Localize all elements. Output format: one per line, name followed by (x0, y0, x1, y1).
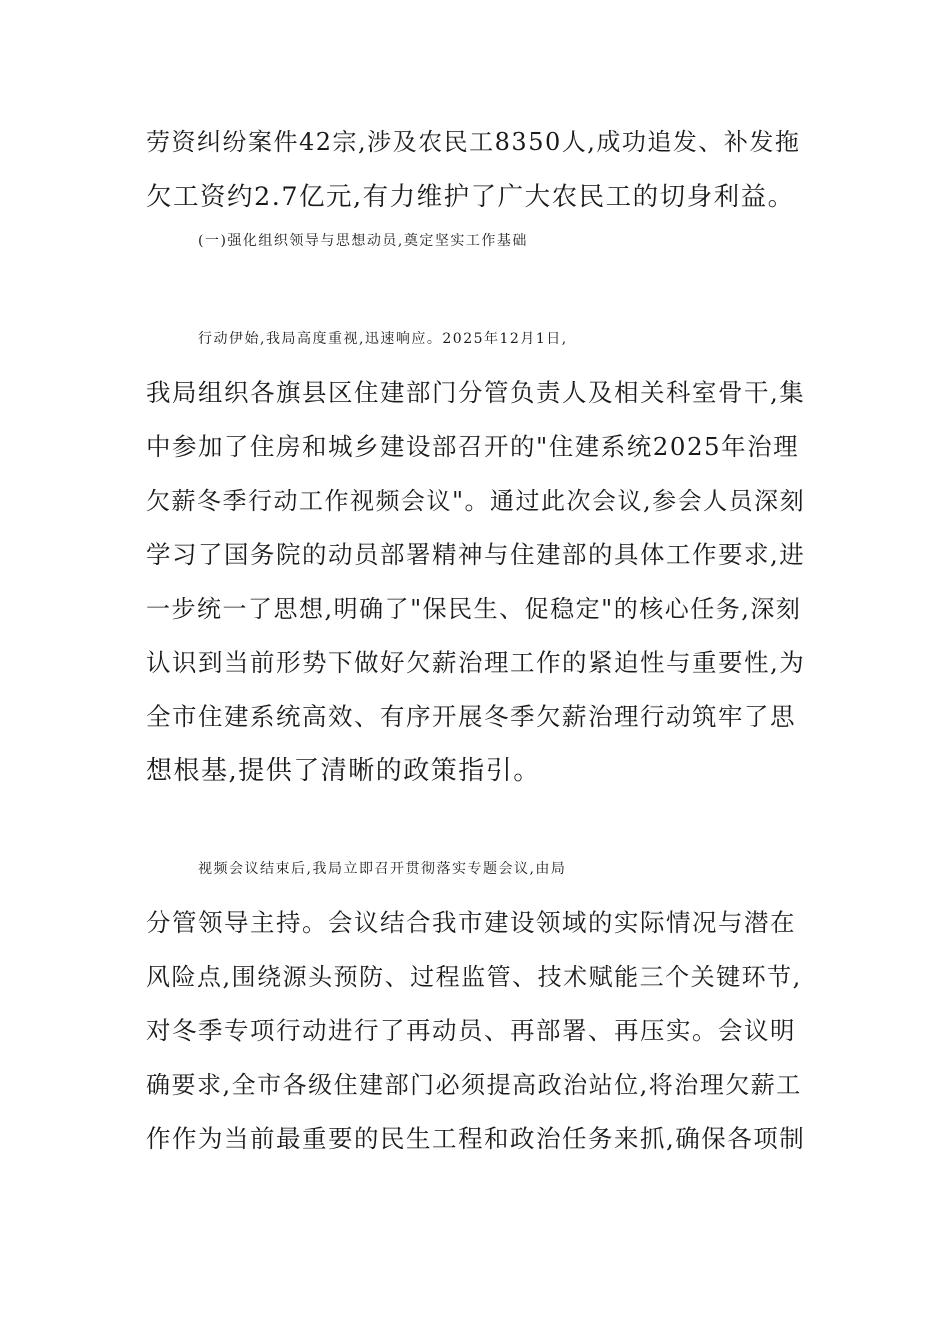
paragraph-line: 劳资纠纷案件42宗,涉及农民工8350人,成功追发、补发拖 (146, 128, 801, 156)
paragraph-line: 想根基,提供了清晰的政策指引。 (146, 756, 541, 786)
paragraph-line: 欠薪冬季行动工作视频会议"。通过此次会议,参会人员深刻 (146, 487, 806, 515)
paragraph-line: 学习了国务院的动员部署精神与住建部的具体工作要求,进 (146, 540, 806, 569)
paragraph-line: 行动伊始,我局高度重视,迅速响应。2025年12月1日, (198, 331, 568, 347)
paragraph-line: 作作为当前最重要的民生工程和政治任务来抓,确保各项制 (146, 1124, 806, 1153)
paragraph-line: 风险点,围绕源头预防、过程监管、技术赋能三个关键环节, (146, 963, 802, 991)
paragraph-line: 全市住建系统高效、有序开展冬季欠薪治理行动筑牢了思 (146, 702, 796, 731)
paragraph-line: 认识到当前形势下做好欠薪治理工作的紧迫性与重要性,为 (146, 648, 806, 677)
paragraph-line: 确要求,全市各级住建部门必须提高政治站位,将治理欠薪工 (146, 1071, 802, 1099)
paragraph-line: 一步统一了思想,明确了"保民生、促稳定"的核心任务,深刻 (146, 595, 802, 623)
paragraph-line: 欠工资约2.7亿元,有力维护了广大农民工的切身利益。 (146, 182, 795, 212)
paragraph-line: 对冬季专项行动进行了再动员、再部署、再压实。会议明 (146, 1016, 796, 1045)
paragraph-line: 视频会议结束后,我局立即召开贯彻落实专题会议,由局 (198, 861, 567, 877)
paragraph-line: 分管领导主持。会议结合我市建设领域的实际情况与潜在 (146, 908, 796, 937)
section-heading: (一)强化组织领导与思想动员,奠定坚实工作基础 (198, 233, 528, 249)
paragraph-line: 中参加了住房和城乡建设部召开的"住建系统2025年治理 (146, 432, 800, 461)
paragraph-line: 我局组织各旗县区住建部门分管负责人及相关科室骨干,集 (146, 378, 806, 407)
